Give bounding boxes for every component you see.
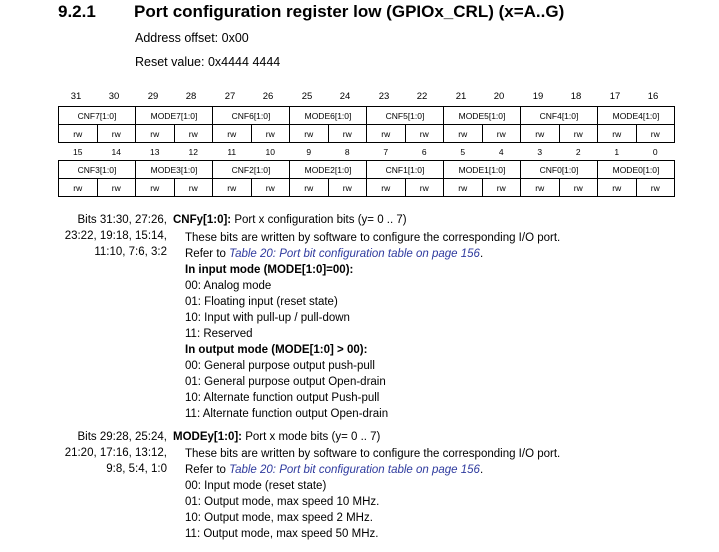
- bit-number: 15: [73, 146, 83, 157]
- field-cell: CNF3[1:0]: [59, 161, 136, 179]
- bit-number: 26: [262, 91, 274, 102]
- access-cell: rw: [251, 179, 290, 197]
- access-cell: rw: [97, 179, 136, 197]
- bit-range-line: 23:22, 19:18, 15:14,: [64, 230, 167, 242]
- register-table: [58, 106, 675, 197]
- bit-number: 12: [188, 146, 198, 157]
- lower-bit-row: [59, 143, 675, 161]
- field-cell: CNF0[1:0]: [521, 161, 598, 179]
- bit-number: 19: [532, 91, 544, 102]
- page-title: Port configuration register low (GPIOx_CRL) (x=A..G): [134, 2, 565, 21]
- access-cell: rw: [328, 179, 367, 197]
- access-cell: rw: [367, 179, 406, 197]
- access-cell: rw: [328, 125, 367, 143]
- bit-number: 24: [339, 91, 351, 102]
- list-item: 01: Output mode, max speed 10 MHz.: [185, 496, 380, 508]
- list-item: 00: Input mode (reset state): [185, 480, 327, 492]
- access-cell: rw: [59, 179, 98, 197]
- cnf-heading: [173, 212, 407, 228]
- field-cell: MODE7[1:0]: [136, 107, 213, 125]
- bit-number: 20: [493, 91, 505, 102]
- access-cell: rw: [290, 179, 329, 197]
- bit-number: 17: [609, 91, 621, 102]
- bit-number: 22: [416, 91, 428, 102]
- refer-suffix: .: [479, 248, 484, 260]
- field-cell: MODE6[1:0]: [290, 107, 367, 125]
- bit-number: 13: [150, 146, 160, 157]
- list-item: 10: Input with pull-up / pull-down: [185, 312, 350, 324]
- access-cell: rw: [559, 125, 598, 143]
- access-cell: rw: [598, 125, 637, 143]
- list-item: 11: Output mode, max speed 50 MHz.: [185, 528, 379, 540]
- access-cell: rw: [405, 179, 444, 197]
- bit-number: 31: [70, 91, 82, 102]
- field-cell: CNF1[1:0]: [367, 161, 444, 179]
- bit-number: 9: [306, 146, 312, 157]
- subheading: In input mode (MODE[1:0]=00):: [185, 264, 354, 276]
- table-link[interactable]: Table 20: Port bit configuration table on page 156: [229, 248, 480, 260]
- list-item: 01: Floating input (reset state): [185, 296, 338, 308]
- field-cell: MODE1[1:0]: [444, 161, 521, 179]
- field-summary: Port x configuration bits (y= 0 .. 7): [231, 214, 407, 226]
- bit-number: 1: [614, 146, 620, 157]
- mode-heading: [173, 429, 380, 445]
- bit-range-line: 21:20, 17:16, 13:12,: [64, 447, 167, 459]
- bit-number: 30: [108, 91, 120, 102]
- list-item: 11: Alternate function output Open-drain: [185, 408, 389, 420]
- bit-number: 0: [652, 146, 658, 157]
- access-cell: rw: [521, 125, 560, 143]
- access-cell: rw: [636, 179, 675, 197]
- refer-prefix: Refer to: [185, 464, 230, 476]
- bit-number: 18: [570, 91, 582, 102]
- bit-number: 25: [301, 91, 313, 102]
- access-cell: rw: [97, 125, 136, 143]
- field-cell: MODE2[1:0]: [290, 161, 367, 179]
- access-cell: rw: [136, 179, 175, 197]
- list-item: 01: General purpose output Open-drain: [185, 376, 386, 388]
- field-cell: MODE0[1:0]: [598, 161, 675, 179]
- refer-line: [185, 462, 560, 478]
- bit-number: 7: [383, 146, 389, 157]
- bit-number: 27: [224, 91, 236, 102]
- field-cell: CNF6[1:0]: [213, 107, 290, 125]
- access-cell: rw: [598, 179, 637, 197]
- upper-field-row: [59, 107, 675, 125]
- list-item: 10: Alternate function output Push-pull: [185, 392, 380, 404]
- list-item: 11: Reserved: [185, 328, 253, 340]
- bit-number: 8: [344, 146, 350, 157]
- bit-number: 29: [147, 91, 159, 102]
- list-item: 10: Output mode, max speed 2 MHz.: [185, 512, 373, 524]
- field-summary: Port x mode bits (y= 0 .. 7): [242, 431, 381, 443]
- access-cell: rw: [213, 125, 252, 143]
- bit-range-line: 9:8, 5:4, 1:0: [106, 463, 167, 475]
- access-cell: rw: [174, 125, 213, 143]
- reset-value: Reset value: 0x4444 4444: [135, 55, 281, 69]
- access-cell: rw: [367, 125, 406, 143]
- table-link[interactable]: Table 20: Port bit configuration table on page 156: [229, 464, 480, 476]
- access-cell: rw: [405, 125, 444, 143]
- bit-number: 23: [378, 91, 390, 102]
- access-cell: rw: [251, 125, 290, 143]
- access-cell: rw: [444, 179, 483, 197]
- refer-prefix: Refer to: [185, 248, 230, 260]
- register-map: [58, 88, 675, 197]
- field-name: MODEy[1:0]:: [173, 431, 243, 443]
- field-cell: CNF4[1:0]: [521, 107, 598, 125]
- bit-number: 11: [227, 146, 237, 157]
- access-cell: rw: [559, 179, 598, 197]
- description-line: These bits are written by software to configure the corresponding I/O port.: [185, 448, 561, 460]
- subheading: In output mode (MODE[1:0] > 00):: [185, 344, 368, 356]
- bit-number: 3: [537, 146, 543, 157]
- field-cell: MODE5[1:0]: [444, 107, 521, 125]
- field-cell: CNF5[1:0]: [367, 107, 444, 125]
- bit-number: 14: [111, 146, 121, 157]
- access-cell: rw: [636, 125, 675, 143]
- list-item: 00: Analog mode: [185, 280, 272, 292]
- access-cell: rw: [136, 125, 175, 143]
- section-number: 9.2.1: [58, 2, 96, 21]
- bit-number: 4: [498, 146, 504, 157]
- refer-line: [185, 246, 560, 262]
- lower-access-row: [59, 179, 675, 197]
- access-cell: rw: [174, 179, 213, 197]
- access-cell: rw: [59, 125, 98, 143]
- access-cell: rw: [290, 125, 329, 143]
- bit-number: 28: [185, 91, 197, 102]
- access-cell: rw: [482, 179, 521, 197]
- bit-range-line: Bits 31:30, 27:26,: [77, 214, 167, 226]
- bit-number: 10: [265, 146, 275, 157]
- bit-range-line: 11:10, 7:6, 3:2: [94, 246, 167, 258]
- field-name: CNFy[1:0]:: [173, 214, 232, 226]
- mode-description: [185, 446, 560, 542]
- address-offset: Address offset: 0x00: [135, 31, 249, 45]
- field-cell: MODE4[1:0]: [598, 107, 675, 125]
- cnf-bit-range: [0, 212, 167, 260]
- upper-access-row: [59, 125, 675, 143]
- field-cell: MODE3[1:0]: [136, 161, 213, 179]
- access-cell: rw: [213, 179, 252, 197]
- access-cell: rw: [521, 179, 560, 197]
- list-item: 00: General purpose output push-pull: [185, 360, 375, 372]
- bit-number: 5: [460, 146, 466, 157]
- bit-range-line: Bits 29:28, 25:24,: [77, 431, 167, 443]
- field-cell: CNF7[1:0]: [59, 107, 136, 125]
- upper-bit-numbers: [58, 88, 675, 106]
- description-line: These bits are written by software to configure the corresponding I/O port.: [185, 232, 561, 244]
- bit-number: 16: [647, 91, 659, 102]
- field-cell: CNF2[1:0]: [213, 161, 290, 179]
- bit-number: 21: [455, 91, 467, 102]
- bit-number: 6: [421, 146, 427, 157]
- bit-number: 2: [575, 146, 581, 157]
- refer-suffix: .: [479, 464, 484, 476]
- access-cell: rw: [444, 125, 483, 143]
- lower-field-row: [59, 161, 675, 179]
- cnf-description: [185, 230, 560, 422]
- mode-bit-range: [0, 429, 167, 477]
- access-cell: rw: [482, 125, 521, 143]
